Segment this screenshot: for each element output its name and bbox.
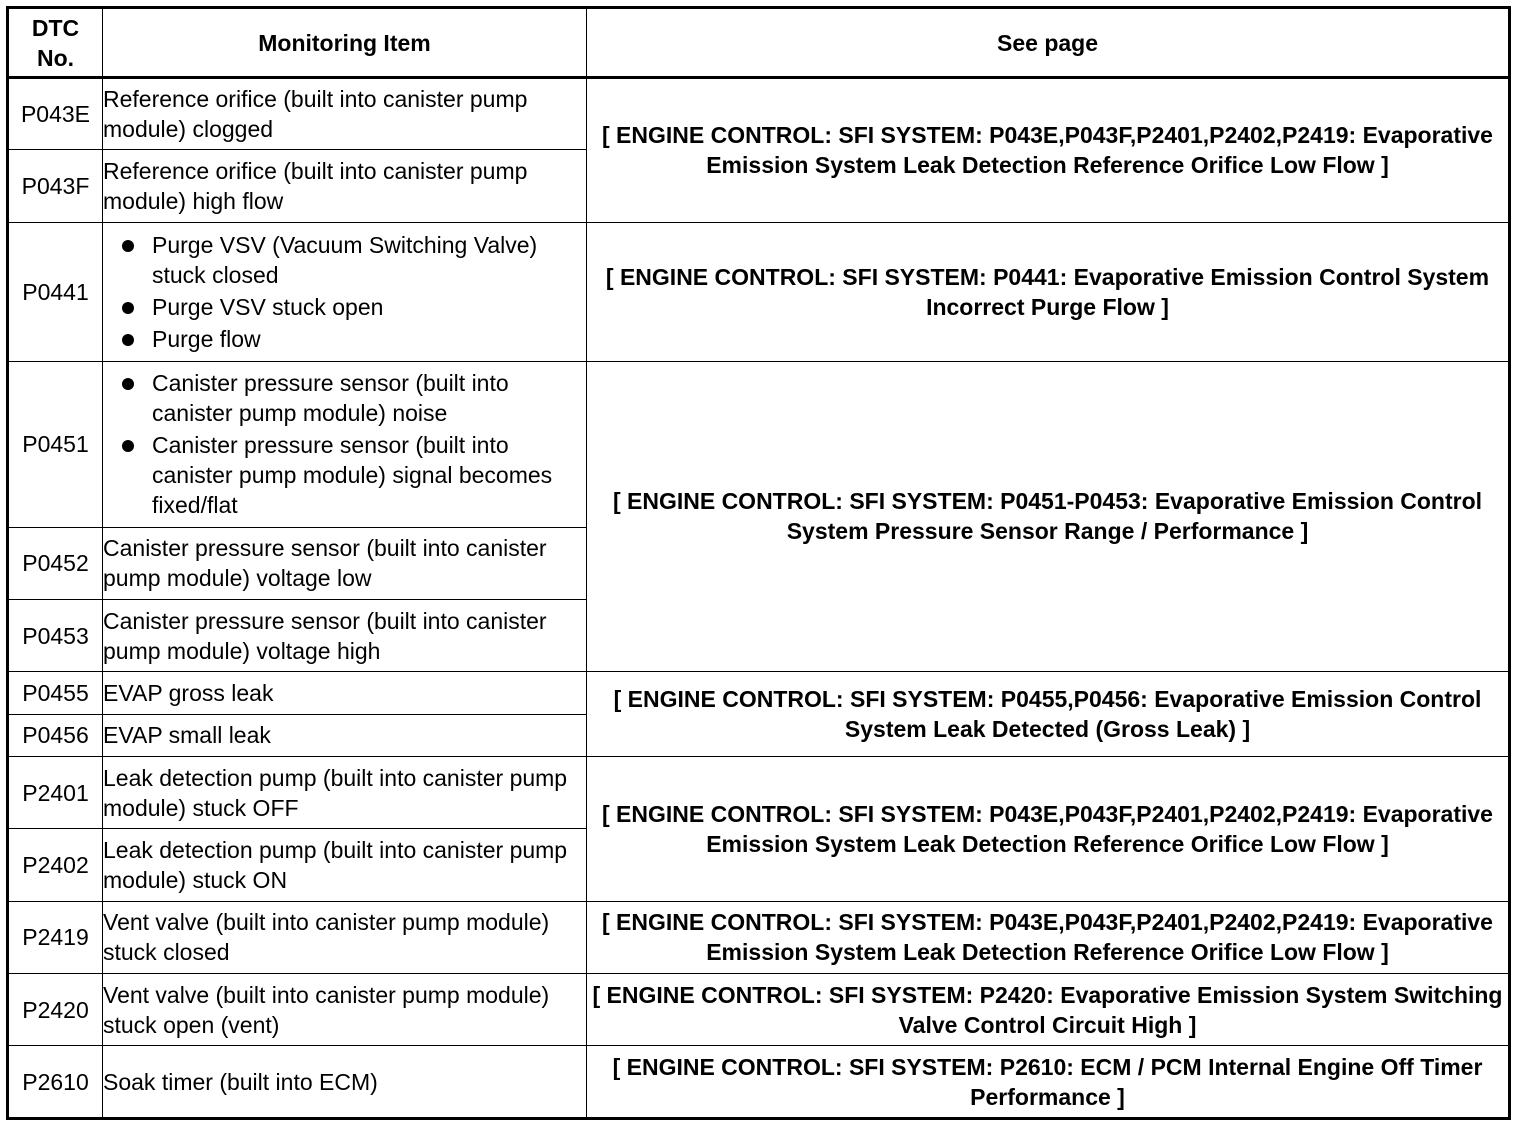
monitoring-item: EVAP small leak xyxy=(103,714,587,756)
table-row xyxy=(8,78,1510,150)
dtc-code: P2419 xyxy=(8,901,103,973)
dtc-code: P2420 xyxy=(8,974,103,1046)
see-page-link[interactable]: [ ENGINE CONTROL: SFI SYSTEM: P2610: ECM / PCM Internal Engine Off Timer Performance ] xyxy=(587,1046,1510,1119)
monitoring-item: Reference orifice (built into canister pump module) clogged xyxy=(103,78,587,150)
monitoring-item xyxy=(103,361,587,527)
monitoring-item: Reference orifice (built into canister pump module) high flow xyxy=(103,150,587,222)
monitoring-item: Canister pressure sensor (built into canister pump module) voltage low xyxy=(103,527,587,599)
dtc-code: P0455 xyxy=(8,672,103,714)
bullet-item: Canister pressure sensor (built into canister pump module) signal becomes fixed/flat xyxy=(103,430,586,520)
bullet-list xyxy=(103,230,586,354)
see-page-link[interactable]: [ ENGINE CONTROL: SFI SYSTEM: P043E,P043F,P2401,P2402,P2419: Evaporative Emission System Leak Detection Reference Orifice Low Flow ] xyxy=(587,78,1510,223)
dtc-code: P0456 xyxy=(8,714,103,756)
header-see-page: See page xyxy=(587,8,1510,78)
bullet-item: Canister pressure sensor (built into canister pump module) noise xyxy=(103,368,586,428)
bullet-item: Purge VSV (Vacuum Switching Valve) stuck closed xyxy=(103,230,586,290)
table-row xyxy=(8,974,1510,1046)
monitoring-item: Soak timer (built into ECM) xyxy=(103,1046,587,1119)
table-row xyxy=(8,222,1510,361)
dtc-code: P2402 xyxy=(8,829,103,901)
table-row xyxy=(8,756,1510,828)
monitoring-item: Leak detection pump (built into canister pump module) stuck OFF xyxy=(103,756,587,828)
table-row xyxy=(8,901,1510,973)
monitoring-item: Canister pressure sensor (built into canister pump module) voltage high xyxy=(103,599,587,671)
monitoring-item: Vent valve (built into canister pump module) stuck closed xyxy=(103,901,587,973)
header-monitoring-item: Monitoring Item xyxy=(103,8,587,78)
dtc-code: P0453 xyxy=(8,599,103,671)
table-row xyxy=(8,672,1510,714)
table-row xyxy=(8,1046,1510,1119)
dtc-code: P043E xyxy=(8,78,103,150)
header-dtc-no: DTC No. xyxy=(8,8,103,78)
see-page-link[interactable]: [ ENGINE CONTROL: SFI SYSTEM: P0455,P0456: Evaporative Emission Control System Leak Detected (Gross Leak) ] xyxy=(587,672,1510,756)
dtc-table xyxy=(6,6,1511,1120)
see-page-link[interactable]: [ ENGINE CONTROL: SFI SYSTEM: P0441: Evaporative Emission Control System Incorrect Purge Flow ] xyxy=(587,222,1510,361)
monitoring-item: EVAP gross leak xyxy=(103,672,587,714)
monitoring-item: Vent valve (built into canister pump module) stuck open (vent) xyxy=(103,974,587,1046)
see-page-link[interactable]: [ ENGINE CONTROL: SFI SYSTEM: P043E,P043F,P2401,P2402,P2419: Evaporative Emission System Leak Detection Reference Orifice Low Flow ] xyxy=(587,756,1510,901)
monitoring-item xyxy=(103,222,587,361)
see-page-link[interactable]: [ ENGINE CONTROL: SFI SYSTEM: P0451-P0453: Evaporative Emission Control System Pressure Sensor Range / Performance ] xyxy=(587,361,1510,672)
dtc-code: P2401 xyxy=(8,756,103,828)
header-row xyxy=(8,8,1510,78)
dtc-code: P043F xyxy=(8,150,103,222)
see-page-link[interactable]: [ ENGINE CONTROL: SFI SYSTEM: P2420: Evaporative Emission System Switching Valve Control Circuit High ] xyxy=(587,974,1510,1046)
table-row xyxy=(8,361,1510,527)
see-page-link[interactable]: [ ENGINE CONTROL: SFI SYSTEM: P043E,P043F,P2401,P2402,P2419: Evaporative Emission System Leak Detection Reference Orifice Low Flow ] xyxy=(587,901,1510,973)
bullet-list xyxy=(103,368,586,520)
dtc-code: P0441 xyxy=(8,222,103,361)
bullet-item: Purge VSV stuck open xyxy=(103,292,586,322)
dtc-code: P0451 xyxy=(8,361,103,527)
bullet-item: Purge flow xyxy=(103,324,586,354)
monitoring-item: Leak detection pump (built into canister pump module) stuck ON xyxy=(103,829,587,901)
dtc-code: P0452 xyxy=(8,527,103,599)
dtc-code: P2610 xyxy=(8,1046,103,1119)
